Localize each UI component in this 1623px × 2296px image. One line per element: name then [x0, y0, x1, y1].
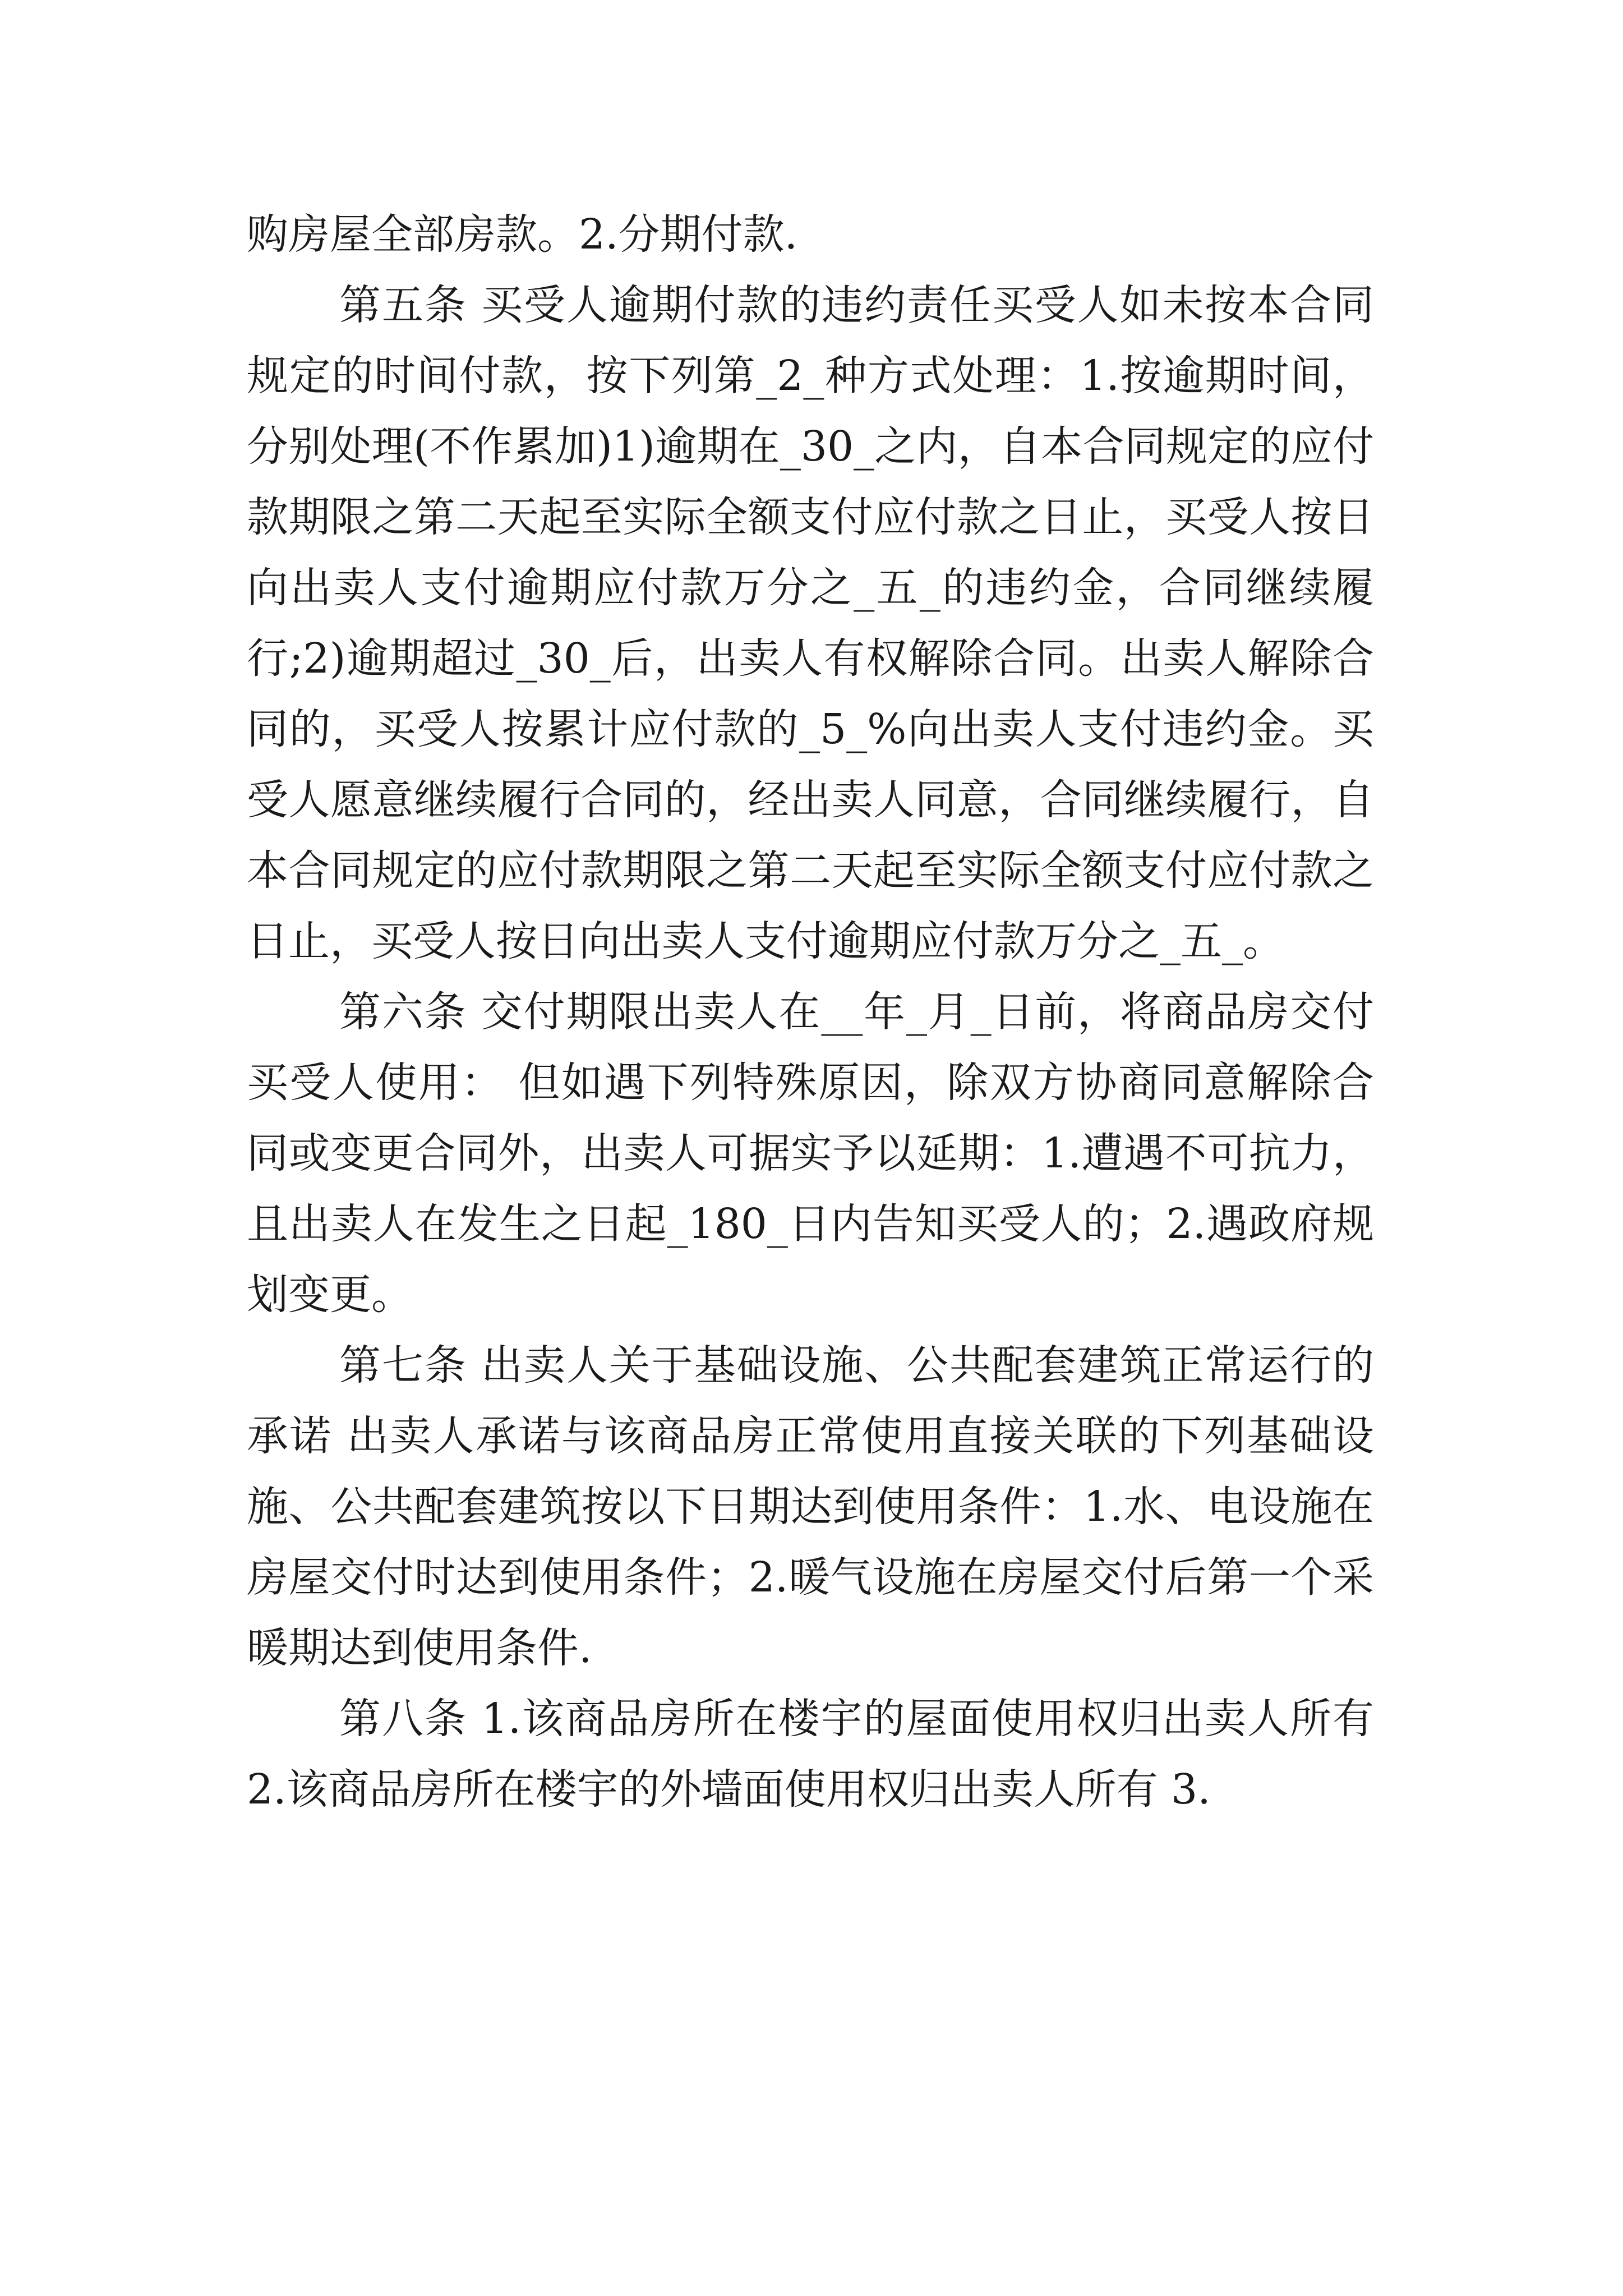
- paragraph-continuation: 购房屋全部房款。2.分期付款.: [247, 210, 798, 259]
- paragraph-article-5: 第五条 买受人逾期付款的违约责任买受人如未按本合同规定的时间付款，按下列第_2_种方式处理：1.按逾期时间，分别处理(不作累加)1)逾期在_30_之内，自本合同规定的应付款期限之第二天起至实际全额支付应付款之日止，买受人按日向出卖人支付逾期应付款万分之_五_的违约金，合同继续履行;2)逾期超过_30_后，出卖人有权解除合同。出卖人解除合同的，买受人按累计应付款的_5_%向出卖人支付违约金。买受人愿意继续履行合同的，经出卖人同意，合同继续履行，自本合同规定的应付款期限之第二天起至实际全额支付应付款之日止，买受人按日向出卖人支付逾期应付款万分之_五_。: [247, 281, 1374, 965]
- contract-text-body: [247, 199, 1374, 1825]
- paragraph-article-6: 第六条 交付期限出卖人在__年_月_日前，将商品房交付买受人使用： 但如遇下列特殊原因，除双方协商同意解除合同或变更合同外，出卖人可据实予以延期：1.遭遇不可抗力，且出卖人在发生之日起_180_日内告知买受人的；2.遇政府规划变更。: [247, 988, 1374, 1319]
- paragraph-article-7: 第七条 出卖人关于基础设施、公共配套建筑正常运行的承诺 出卖人承诺与该商品房正常使用直接关联的下列基础设施、公共配套建筑按以下日期达到使用条件：1.水、电设施在房屋交付时达到使用条件；2.暖气设施在房屋交付后第一个采暖期达到使用条件.: [247, 1341, 1374, 1672]
- paragraph-article-8: 第八条 1.该商品房所在楼宇的屋面使用权归出卖人所有 2.该商品房所在楼宇的外墙面使用权归出卖人所有 3.: [247, 1695, 1374, 1814]
